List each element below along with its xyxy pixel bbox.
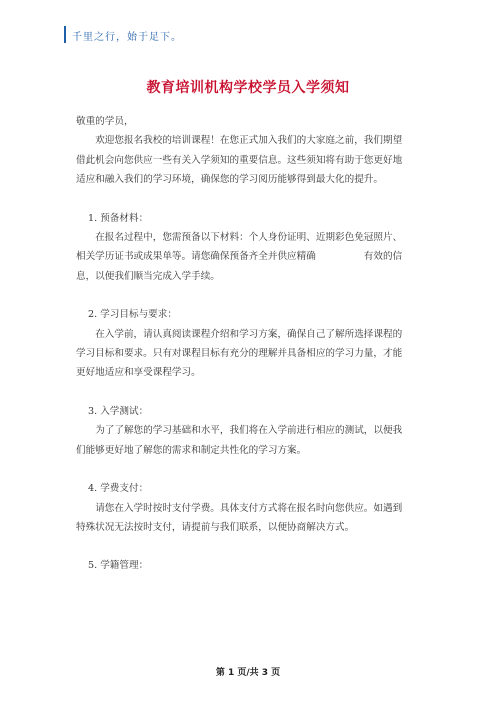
intro-paragraph <box>76 131 420 189</box>
section-line: 学习目标和要求。只有对课程目标有充分的理解并具备相应的学习力量，才能 <box>76 348 403 360</box>
section-title: 2. 学习目标与要求： <box>88 309 177 321</box>
document-body <box>76 112 420 576</box>
section-title: 4. 学费支付： <box>88 483 149 495</box>
intro-line: 借此机会向您供应一些有关入学须知的重要信息。这些须知将有助于您更好地 <box>76 154 403 166</box>
section-line: 们能够更好地了解您的需求和制定共性化的学习方案。 <box>76 444 307 456</box>
section-title: 5. 学籍管理： <box>88 560 149 572</box>
header-accent-bar <box>64 26 66 43</box>
section-line: 息，以便我们顺当完成入学手续。 <box>76 270 220 282</box>
section-goals <box>76 305 420 383</box>
greeting: 敬重的学员， <box>76 116 134 127</box>
section-line: 在报名过程中，您需预备以下材料：个人身份证明、近期彩色免冠照片、 <box>95 232 403 244</box>
section-fees <box>76 479 420 537</box>
document-title: 教育培训机构学校学员入学须知 <box>146 80 350 96</box>
page-number: 第 1 页/共 3 页 <box>215 668 281 678</box>
section-test <box>76 402 420 460</box>
section-title: 1. 预备材料： <box>88 212 149 224</box>
section-line: 请您在入学时按时支付学费。具体支付方式将在报名时向您供应。如遇到 <box>95 502 403 514</box>
intro-line: 欢迎您报名我校的培训课程！在您正式加入我们的大家庭之前，我们期望 <box>95 135 403 147</box>
intro-line: 适应和融入我们的学习环境，确保您的学习阅历能够得到最大化的提升。 <box>76 174 383 186</box>
section-line: 为了了解您的学习基础和水平，我们将在入学前进行相应的测试，以便我 <box>95 425 403 437</box>
section-title: 3. 入学测试： <box>88 405 149 417</box>
section-line: 特殊状况无法按时支付，请提前与我们联系，以便协商解决方式。 <box>76 521 355 533</box>
section-line: 更好地适应和享受课程学习。 <box>76 367 201 379</box>
section-materials <box>76 209 420 287</box>
section-line: 相关学历证书或成果单等。请您确保预备齐全并供应精确 有效的信 <box>76 251 403 263</box>
section-enrollment <box>76 556 420 575</box>
header-motto: 千里之行，始于足下。 <box>72 32 182 43</box>
section-line: 在入学前，请认真阅读课程介绍和学习方案，确保自己了解所选择课程的 <box>95 328 403 340</box>
